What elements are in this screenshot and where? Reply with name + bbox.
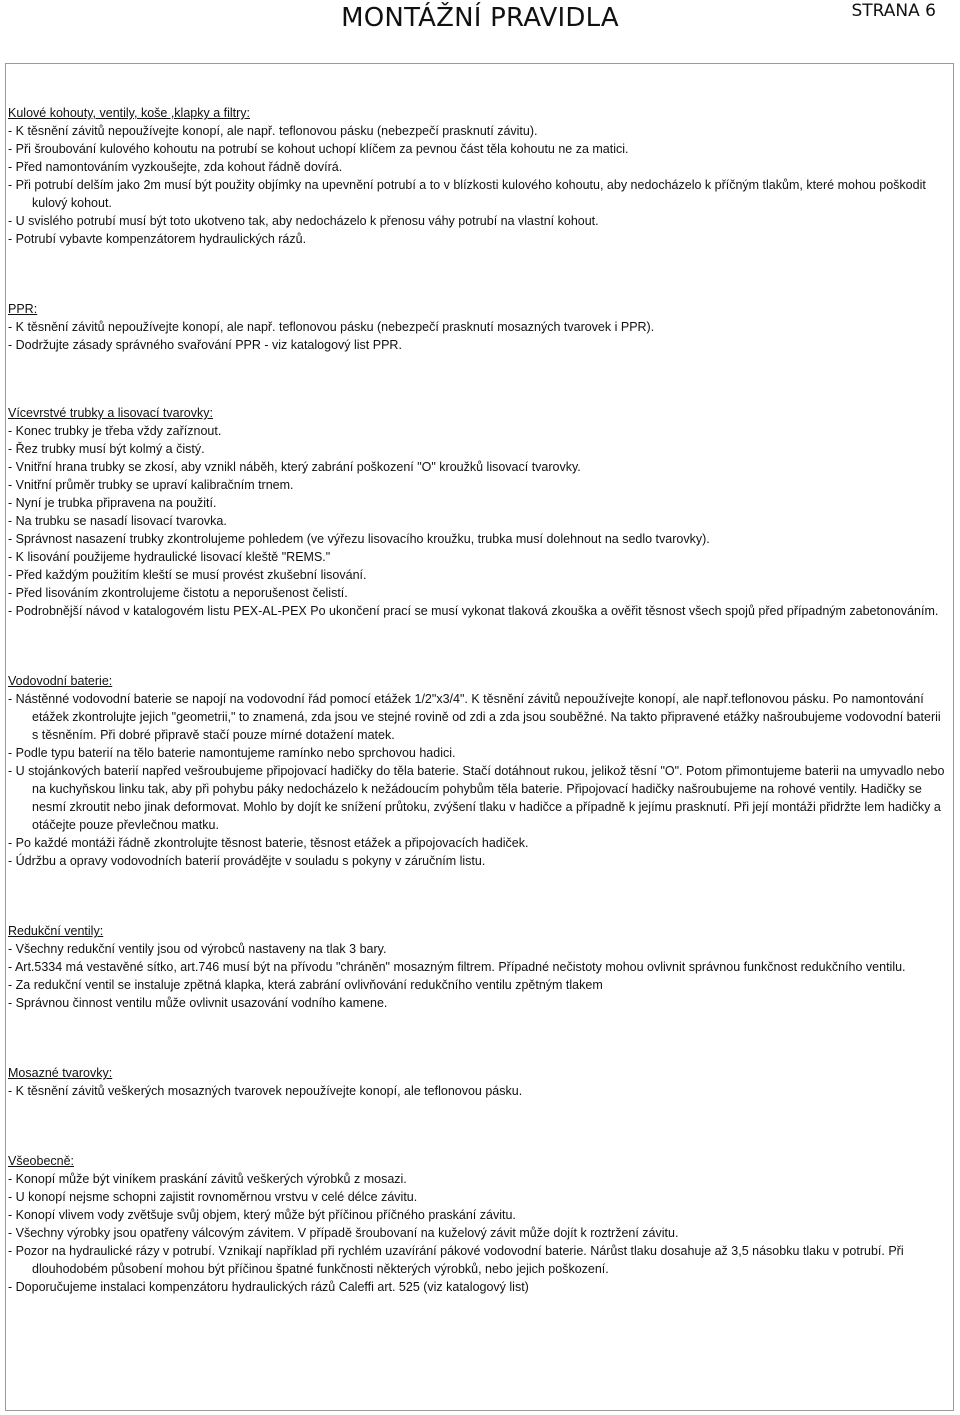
list-item: - K lisování použijeme hydraulické lisovací kleště "REMS." — [8, 550, 331, 564]
list-item: - Nyní je trubka připravena na použití. — [8, 496, 217, 510]
list-item: - Dodržujte zásady správného svařování PPR - viz katalogový list PPR. — [8, 338, 402, 352]
section-heading: Mosazné tvarovky: — [8, 1066, 113, 1080]
section-faucets — [8, 672, 948, 870]
list-item: - Vnitřní hrana trubky se zkosí, aby vznikl náběh, který zabrání poškození "O" kroužků lisovací tvarovky. — [8, 460, 581, 474]
list-item: - U svislého potrubí musí být toto ukotveno tak, aby nedocházelo k přenosu váhy potrubí na vlastní kohout. — [8, 214, 599, 228]
list-item: - Údržbu a opravy vodovodních baterií provádějte v souladu s pokyny v záručním listu. — [8, 854, 486, 868]
list-item: - Pozor na hydraulické rázy v potrubí. Vznikají například při rychlém uzavírání pákové vodovodní baterie. Nárůst tlaku dosahuje až 3,5 násobku tlaku v potrubí. Při dlouhodobém působení mohou být příčinou špatné funkčnosti některých výrobků, nebo jejich poškození. — [8, 1244, 904, 1276]
section-ppr — [8, 300, 948, 354]
list-item: - Před namontováním vyzkoušejte, zda kohout řádně dovírá. — [8, 160, 343, 174]
list-item: - Řez trubky musí být kolmý a čistý. — [8, 442, 205, 456]
section-heading: Redukční ventily: — [8, 924, 104, 938]
section-brass-fittings — [8, 1064, 948, 1100]
list-item: - Před lisováním zkontrolujeme čistotu a neporušenost čelistí. — [8, 586, 348, 600]
section-multilayer-pipes — [8, 404, 948, 620]
list-item: - Správnost nasazení trubky zkontrolujeme pohledem (ve výřezu lisovacího kroužku, trubka musí dolehnout na sedlo tvarovky). — [8, 532, 710, 546]
section-heading: Kulové kohouty, ventily, koše ,klapky a filtry: — [8, 106, 251, 120]
page-number: STRANA 6 — [851, 1, 936, 21]
list-item: - U konopí nejsme schopni zajistit rovnoměrnou vrstvu v celé délce závitu. — [8, 1190, 418, 1204]
document-body — [8, 104, 948, 1348]
list-item: - Vnitřní průměr trubky se upraví kalibračním trnem. — [8, 478, 294, 492]
list-item: - K těsnění závitů nepoužívejte konopí, ale např. teflonovou pásku (nebezpečí prasknutí závitu). — [8, 124, 538, 138]
list-item: - Před každým použitím kleští se musí provést zkušební lisování. — [8, 568, 367, 582]
list-item: - Při potrubí delším jako 2m musí být použity objímky na upevnění potrubí a to v blízkosti kulového kohoutu, aby nedocházelo k příčným tlakům, které mohou poškodit kulový kohout. — [8, 178, 926, 210]
list-item: - Doporučujeme instalaci kompenzátoru hydraulických rázů Caleffi art. 525 (viz katalogový list) — [8, 1280, 529, 1294]
section-heading: Vícevrstvé trubky a lisovací tvarovky: — [8, 406, 213, 420]
list-item: - Správnou činnost ventilu může ovlivnit usazování vodního kamene. — [8, 996, 388, 1010]
list-item: - Konopí může být viníkem praskání závitů veškerých výrobků z mosazi. — [8, 1172, 407, 1186]
list-item: - Konopí vlivem vody zvětšuje svůj objem, který může být příčinou příčného praskání závitu. — [8, 1208, 516, 1222]
list-item: - Na trubku se nasadí lisovací tvarovka. — [8, 514, 227, 528]
section-heading: Všeobecně: — [8, 1154, 75, 1168]
list-item: - Art.5334 má vestavěné sítko, art.746 musí být na přívodu "chráněn" mosazným filtrem. Případné nečistoty mohou ovlivnit správnou funkčnost redukčního ventilu. — [8, 960, 906, 974]
list-item: - Při šroubování kulového kohoutu na potrubí se kohout uchopí klíčem za pevnou část těla kohoutu ne za matici. — [8, 142, 629, 156]
section-general — [8, 1152, 948, 1296]
page-title: MONTÁŽNÍ PRAVIDLA — [341, 3, 619, 33]
list-item: - U stojánkových baterií napřed vešroubujeme připojovací hadičky do těla baterie. Stačí dotáhnout rukou, jelikož těsní "O". Potom přimontujeme baterii na umyvadlo nebo na kuchyňskou linku tak, aby při pohybu páky nedocházelo k nežádoucím pohybům těla baterie. Připojovací hadičky našroubujeme na rohové ventily. Hadičky se nesmí zkroutit nebo jinak deformovat. Mohlo by dojít ke snížení průtoku, zvýšení tlaku v hadičce a případně k jejímu prasknutí. Při její montáži přidržte lem hadičky a otáčejte pouze převlečnou matku. — [8, 764, 945, 832]
list-item: - Všechny redukční ventily jsou od výrobců nastaveny na tlak 3 bary. — [8, 942, 387, 956]
list-item: - Podrobnější návod v katalogovém listu PEX-AL-PEX Po ukončení prací se musí vykonat tlaková zkouška a ověřit těsnost všech spojů před případným zabetonováním. — [8, 604, 939, 618]
list-item: - Podle typu baterií na tělo baterie namontujeme ramínko nebo sprchovou hadici. — [8, 746, 456, 760]
section-heading: Vodovodní baterie: — [8, 674, 113, 688]
section-reducing-valves — [8, 922, 948, 1012]
page-header — [0, 0, 960, 50]
section-heading: PPR: — [8, 302, 38, 316]
list-item: - K těsnění závitů veškerých mosazných tvarovek nepoužívejte konopí, ale teflonovou pásku. — [8, 1084, 523, 1098]
list-item: - K těsnění závitů nepoužívejte konopí, ale např. teflonovou pásku (nebezpečí prasknutí mosazných tvarovek i PPR). — [8, 320, 655, 334]
list-item: - Po každé montáži řádně zkontrolujte těsnost baterie, těsnost etážek a připojovacích hadiček. — [8, 836, 529, 850]
section-ball-valves — [8, 104, 948, 248]
list-item: - Za redukční ventil se instaluje zpětná klapka, která zabrání ovlivňování redukčního ventilu zpětným tlakem — [8, 978, 603, 992]
list-item: - Potrubí vybavte kompenzátorem hydraulických rázů. — [8, 232, 307, 246]
list-item: - Všechny výrobky jsou opatřeny válcovým závitem. V případě šroubovaní na kuželový závit může dojít k roztržení závitu. — [8, 1226, 679, 1240]
list-item: - Nástěnné vodovodní baterie se napojí na vodovodní řád pomocí etážek 1/2"x3/4". K těsnění závitů nepoužívejte konopí, ale např.teflonovou pásku. Po namontování etážek zkontrolujte jejich "geometrii," to znamená, zda jsou ve stejné rovině od zdi a zda jsou souběžné. Na takto připravené etážky našroubujeme vodovodní baterii s těsněním. Při dobré připravě stačí pouze mírné dotažení matek. — [8, 692, 941, 742]
list-item: - Konec trubky je třeba vždy zaříznout. — [8, 424, 222, 438]
